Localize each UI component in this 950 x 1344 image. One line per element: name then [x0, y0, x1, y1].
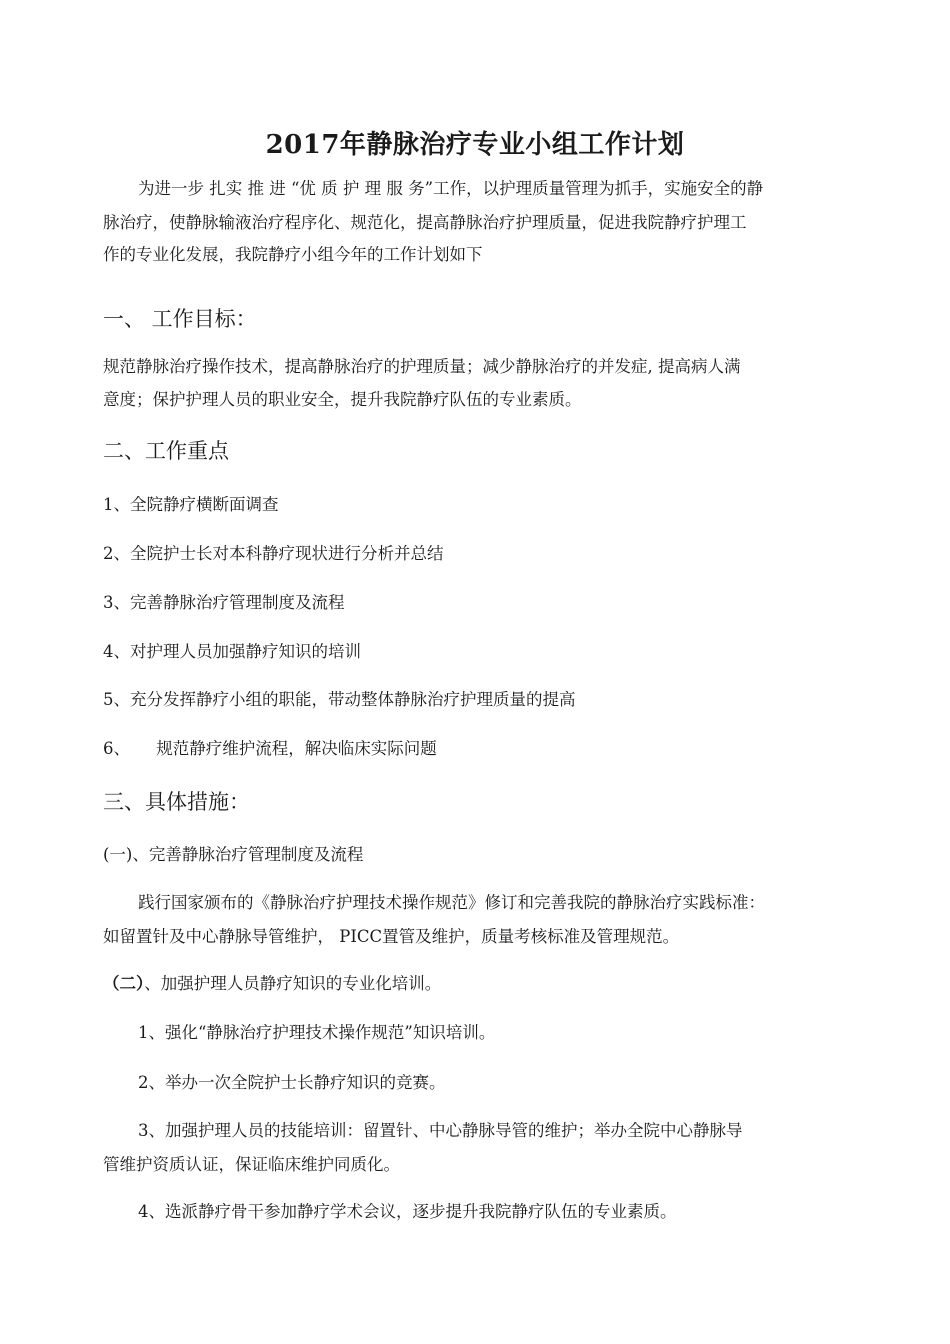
- section3-sub1-heading: (一)、完善静脉治疗管理制度及流程: [103, 845, 364, 864]
- section3-sub2-item-1: 1、强化“静脉治疗护理技术操作规范”知识培训。: [138, 1023, 496, 1042]
- section2-item-2: 2、全院护士长对本科静疗现状进行分析并总结: [103, 544, 444, 563]
- section2-item-5: 5、充分发挥静疗小组的职能，带动整体静脉治疗护理质量的提高: [103, 690, 576, 709]
- section2-heading: 二、工作重点: [103, 439, 229, 463]
- section3-sub1-body-line-2: 如留置针及中心静脉导管维护， PICC置管及维护，质量考核标准及管理规范。: [103, 927, 680, 946]
- section3-sub2-item-4: 4、选派静疗骨干参加静疗学术会议，逐步提升我院静疗队伍的专业素质。: [138, 1202, 677, 1221]
- section1-body-line-1: 规范静脉治疗操作技术，提高静脉治疗的护理质量；减少静脉治疗的并发症, 提高病人满: [103, 357, 741, 376]
- section1-heading: 一、 工作目标：: [103, 307, 257, 331]
- section2-item-1: 1、全院静疗横断面调查: [103, 495, 279, 514]
- section3-sub2-item-2: 2、举办一次全院护士长静疗知识的竞赛。: [138, 1073, 446, 1092]
- section3-sub2-item-3-line-2: 管维护资质认证，保证临床维护同质化。: [103, 1155, 400, 1174]
- section3-sub2-item-3-line-1: 3、加强护理人员的技能培训：留置针、中心静脉导管的维护；举办全院中心静脉导: [138, 1121, 743, 1140]
- section2-item-4: 4、对护理人员加强静疗知识的培训: [103, 642, 361, 661]
- intro-line-1: 为进一步 扎实 推 进 “优 质 护 理 服 务”工作，以护理质量管理为抓手，实施安全的静: [138, 179, 764, 198]
- section3-sub1-body-line-1: 践行国家颁布的《静脉治疗护理技术操作规范》修订和完善我院的静脉治疗实践标准：: [138, 893, 765, 912]
- intro-line-3: 作的专业化发展，我院静疗小组今年的工作计划如下: [103, 245, 483, 264]
- section2-item-6: 6、 规范静疗维护流程，解决临床实际问题: [103, 739, 437, 758]
- section3-sub2-heading: [103, 970, 441, 994]
- section3-sub2-number: （二）: [103, 974, 145, 993]
- section3-sub2-title: 、加强护理人员静疗知识的专业化培训。: [144, 974, 442, 993]
- section1-body-line-2: 意度；保护护理人员的职业安全，提升我院静疗队伍的专业素质。: [103, 390, 582, 409]
- section2-item-3: 3、完善静脉治疗管理制度及流程: [103, 593, 345, 612]
- document-title: 2017年静脉治疗专业小组工作计划: [265, 130, 685, 160]
- section3-heading: 三、具体措施：: [103, 790, 250, 814]
- intro-line-2: 脉治疗，使静脉输液治疗程序化、规范化，提高静脉治疗护理质量，促进我院静疗护理工: [103, 213, 747, 232]
